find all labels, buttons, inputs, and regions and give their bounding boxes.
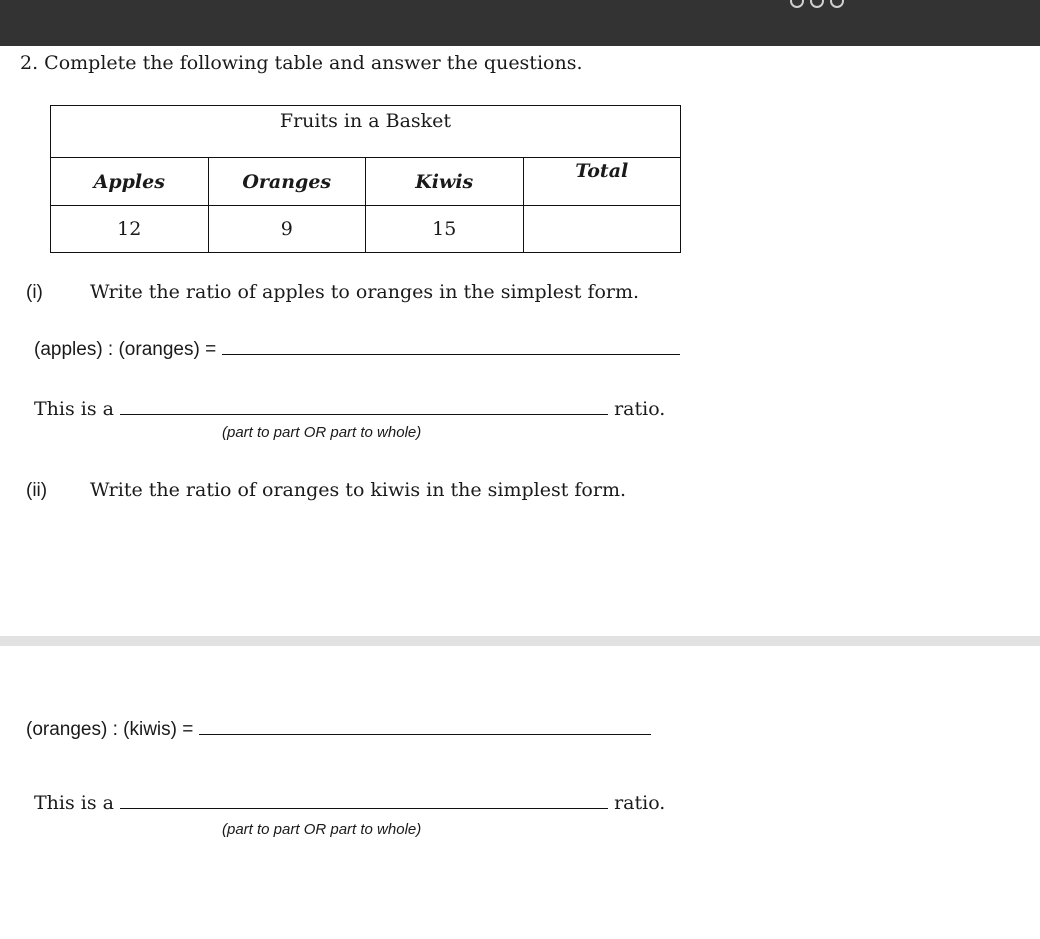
dot — [790, 0, 804, 8]
table-row — [51, 206, 681, 253]
header-kiwis: Kiwis — [366, 158, 524, 206]
header-oranges: Oranges — [208, 158, 366, 206]
part-2-type-line — [34, 790, 665, 814]
part-1-label: (i) — [26, 282, 43, 303]
part-2-ratio-word: ratio. — [614, 792, 666, 814]
fruits-table — [50, 105, 681, 253]
part-2-label: (ii) — [26, 480, 48, 501]
dot — [810, 0, 824, 8]
cell-apples: 12 — [51, 206, 209, 253]
header-total: Total — [523, 158, 681, 206]
dot — [830, 0, 844, 8]
page-divider — [0, 636, 1040, 646]
part-2-question: Write the ratio of oranges to kiwis in the simplest form. — [90, 479, 627, 501]
part-2-ratio-label: (oranges) : (kiwis) = — [26, 719, 194, 740]
part-2-ratio-line — [26, 716, 651, 741]
more-options-icon[interactable] — [790, 0, 844, 8]
part-2-this-is-a: This is a — [34, 792, 114, 814]
header-apples: Apples — [51, 158, 209, 206]
part-1-type-line — [34, 396, 665, 420]
cell-total-input[interactable] — [523, 206, 681, 253]
question-heading: 2. Complete the following table and answer the questions. — [20, 52, 583, 74]
part-2-ratio-answer-input[interactable] — [199, 716, 651, 735]
part-1-ratio-line — [34, 336, 680, 361]
table-header-row — [51, 158, 681, 206]
part-1-question: Write the ratio of apples to oranges in the simplest form. — [90, 281, 640, 303]
part-1-this-is-a: This is a — [34, 398, 114, 420]
part-2-type-answer-input[interactable] — [120, 790, 608, 809]
part-2-hint: (part to part OR part to whole) — [222, 821, 422, 838]
part-1-ratio-word: ratio. — [614, 398, 666, 420]
part-1-hint: (part to part OR part to whole) — [222, 424, 422, 441]
cell-oranges: 9 — [208, 206, 366, 253]
part-1-ratio-label: (apples) : (oranges) = — [34, 339, 217, 360]
part-1-ratio-answer-input[interactable] — [222, 336, 680, 355]
top-toolbar — [0, 0, 1040, 46]
part-1-type-answer-input[interactable] — [120, 396, 608, 415]
cell-kiwis: 15 — [366, 206, 524, 253]
table-title: Fruits in a Basket — [51, 106, 681, 158]
